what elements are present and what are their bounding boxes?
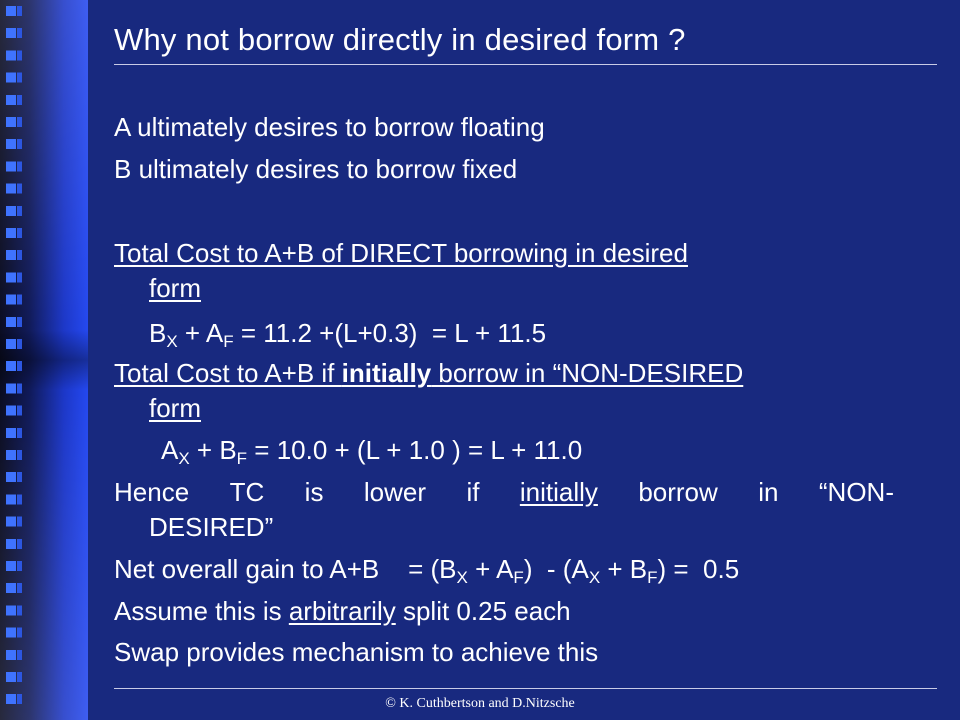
hence-line-cont: DESIRED” <box>149 512 274 542</box>
footer-divider <box>114 688 937 689</box>
dotted-border-shadow <box>17 6 22 714</box>
decorative-side-bar <box>0 0 88 720</box>
text-line: B ultimately desires to borrow fixed <box>114 154 518 184</box>
direct-heading: Total Cost to A+B of DIRECT borrowing in desired <box>114 238 688 268</box>
direct-heading-cont: form <box>149 273 201 303</box>
text-line: A ultimately desires to borrow floating <box>114 112 545 142</box>
nondesired-heading: Total Cost to A+B if initially borrow in “NON-DESIRED <box>114 358 744 388</box>
dotted-border <box>6 6 16 714</box>
nondesired-equation: $A_X + B_F = 10.0 + (L + 1.0$ ) = L + 11.0 <box>161 435 583 468</box>
nondesired-heading-cont: form <box>149 393 201 423</box>
copyright-footer: © K. Cuthbertson and D.Nitzsche <box>385 696 575 711</box>
swap-line: Swap provides mechanism to achieve this <box>114 637 599 667</box>
slide-title: Why not borrow directly in desired form ? <box>114 22 686 57</box>
hence-line: Hence TC is lower if initially borrow in “NON- <box>114 477 894 507</box>
direct-equation: $B_X + A_F = 11.2 +(L+0.3) = L + 11.5$ <box>149 318 547 351</box>
net-gain-equation: Net overall gain to A+B = $(B_X + A_F) - (A_X + B_F) = 0.5$ <box>114 554 740 587</box>
assume-line: Assume this is arbitrarily split 0.25 each <box>114 596 571 626</box>
title-divider <box>114 64 937 65</box>
